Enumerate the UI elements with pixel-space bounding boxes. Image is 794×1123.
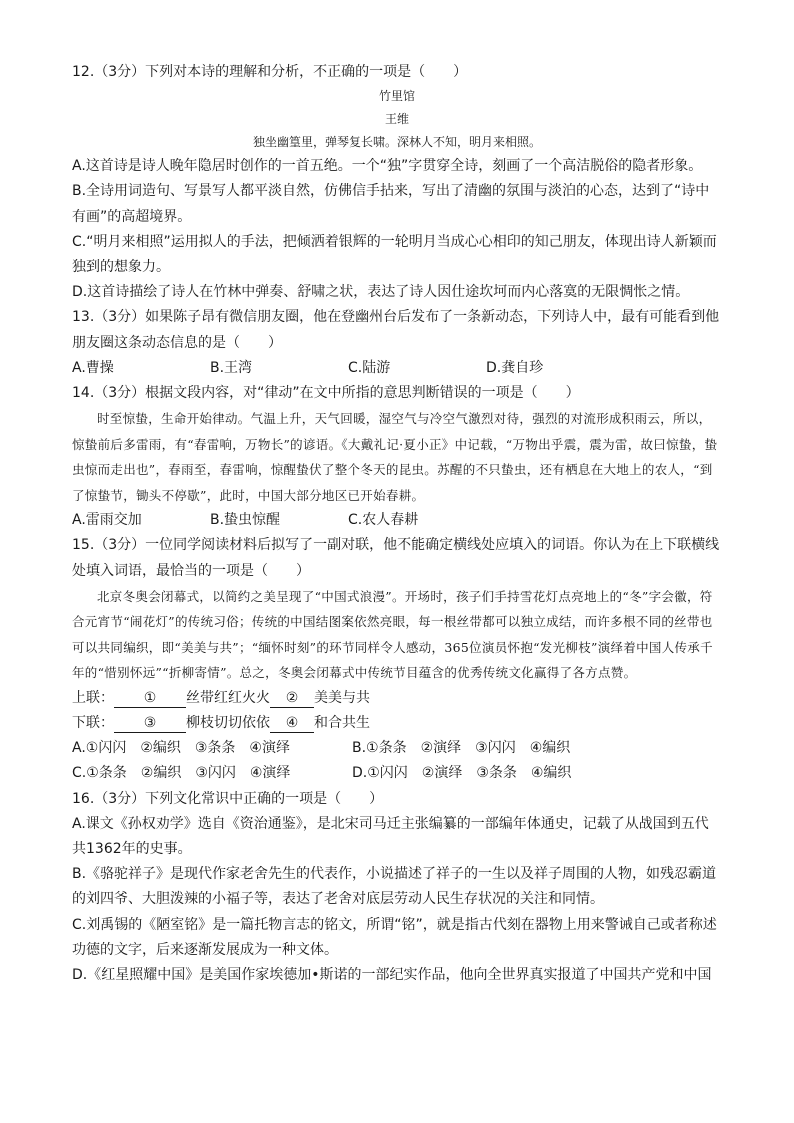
- couplet-upper: [72, 686, 722, 711]
- q16-option-b: B.《骆驼祥子》是现代作家老舍先生的代表作，小说描述了祥子的一生以及祥子周围的人物，如残忍霸道的刘四爷、大胆泼辣的小福子等，表达了老舍对底层劳动人民生存状况的关注和同情。: [72, 866, 717, 908]
- q13-option-b: B.王湾: [210, 359, 253, 376]
- q12-stem: 12.（3分）下列对本诗的理解和分析，不正确的一项是（ ）: [72, 64, 468, 80]
- q13-option-d: D.龚自珍: [486, 359, 544, 376]
- q15-passage: 北京冬奥会闭幕式，以简约之美呈现了“中国式浪漫”。开场时，孩子们手持雪花灯点亮地上的“冬”字会徽，符合元宵节“闹花灯”的传统习俗；传统的中国结图案依然亮眼，每一根丝带都可以独立成结，而许多根不同的丝带也可以共同编织，即“美美与共”；“缅怀时刻”的环节同样令人感动，365位演员怀抱“发光柳枝”演绎着中国人传承千年的“惜别怀远”“折柳寄情”。总之，冬奥会闭幕式中传统节目蕴含的优秀传统文化赢得了各方点赞。: [72, 588, 713, 681]
- couplet-lower-label: 下联：: [72, 715, 114, 732]
- q16-option-a: A.课文《孙权劝学》选自《资治通鉴》，是北宋司马迁主张编纂的一部编年体通史，记载了从战国到五代共1362年的史事。: [72, 815, 709, 858]
- q12-option-c: C.“明月来相照”运用拟人的手法，把倾洒着银辉的一轮明月当成心心相印的知己朋友，体现出诗人新颖而独到的想象力。: [72, 233, 717, 276]
- q14-options: [72, 508, 722, 533]
- q16-stem: 16.（3分）下列文化常识中正确的一项是（ ）: [72, 790, 384, 807]
- q15-option-b: B.①条条 ②演绎 ③闪闪 ④编织: [352, 740, 571, 757]
- couplet-upper-label: 上联：: [72, 689, 114, 706]
- exam-page: [72, 60, 722, 988]
- q16-option-c: C.刘禹锡的《陋室铭》是一篇托物言志的铭文，所谓“铭”，就是指古代刻在器物上用来警诫自己或者称述功德的文字，后来逐渐发展成为一种文体。: [72, 916, 717, 958]
- q15-options-row-1: [72, 736, 722, 761]
- q13-option-c: C.陆游: [348, 359, 391, 376]
- q13-options: [72, 356, 722, 381]
- poem-text: 独坐幽篁里，弹琴复长啸。深林人不知，明月来相照。: [252, 135, 541, 150]
- q15-option-a: A.①闪闪 ②编织 ③条条 ④演绎: [72, 740, 290, 757]
- q14-option-a: A.雷雨交加: [72, 512, 142, 529]
- q16-option-d: D.《红星照耀中国》是美国作家埃德加•斯诺的一部纪实作品，他向全世界真实报道了中国共产党和中国: [72, 967, 712, 984]
- blank-2: ②: [270, 689, 314, 708]
- couplet-lower-mid: 柳枝切切依依: [186, 715, 270, 732]
- q15-options-row-2: [72, 761, 722, 786]
- couplet-upper-end: 美美与共: [314, 689, 370, 706]
- blank-4: ④: [270, 714, 314, 733]
- q12-option-a: A.这首诗是诗人晚年隐居时创作的一首五绝。一个“独”字贯穿全诗，刻画了一个高洁脱俗的隐者形象。: [72, 158, 703, 175]
- q13-option-a: A.曹操: [72, 359, 114, 376]
- couplet-lower-end: 和合共生: [314, 715, 370, 732]
- q12-option-b: B.全诗用词造句、写景写人都平淡自然，仿佛信手拈来，写出了清幽的氛围与淡泊的心态，达到了“诗中有画”的高超境界。: [72, 183, 710, 225]
- q14-option-b: B.蛰虫惊醒: [210, 512, 281, 529]
- q14-stem: 14.（3分）根据文段内容，对“律动”在文中所指的意思判断错误的一项是（ ）: [72, 385, 580, 402]
- q15-stem: 15.（3分）一位同学阅读材料后拟写了一副对联，他不能确定横线处应填入的词语。你认为在上下联横线处填入词语，最恰当的一项是（ ）: [72, 537, 720, 579]
- couplet-lower: [72, 711, 722, 736]
- q12-option-d: D.这首诗描绘了诗人在竹林中弹奏、舒啸之状，表达了诗人因仕途坎坷而内心落寞的无限惆怅之情。: [72, 284, 690, 301]
- q14-passage: 时至惊蛰，生命开始律动。气温上升，天气回暖，湿空气与冷空气激烈对待，强烈的对流形成积雨云，所以，惊蛰前后多雷雨，有“春雷响，万物长”的谚语。《大戴礼记·夏小正》中记载，“万物出乎震，震为雷，故曰惊蛰，蛰虫惊而走出也”，春雨至，春雷响，惊醒蛰伏了整个冬天的昆虫。苏醒的不只蛰虫，还有栖息在大地上的农人，“到了惊蛰节，锄头不停歇”，此时，中国大部分地区已开始春耕。: [72, 411, 718, 503]
- poem-title: 竹里馆: [378, 89, 415, 104]
- q15-option-c: C.①条条 ②编织 ③闪闪 ④演绎: [72, 765, 291, 782]
- q13-stem: 13.（3分）如果陈子昂有微信朋友圈，他在登幽州台后发布了一条新动态，下列诗人中，最有可能看到他朋友圈这条动态信息的是（ ）: [72, 309, 720, 351]
- blank-1: ①: [114, 689, 186, 708]
- couplet-upper-mid: 丝带红红火火: [186, 689, 270, 706]
- poem-author: 王维: [384, 112, 409, 127]
- q14-option-c: C.农人春耕: [348, 512, 419, 529]
- blank-3: ③: [114, 714, 186, 733]
- q15-option-d: D.①闪闪 ②演绎 ③条条 ④编织: [352, 765, 572, 782]
